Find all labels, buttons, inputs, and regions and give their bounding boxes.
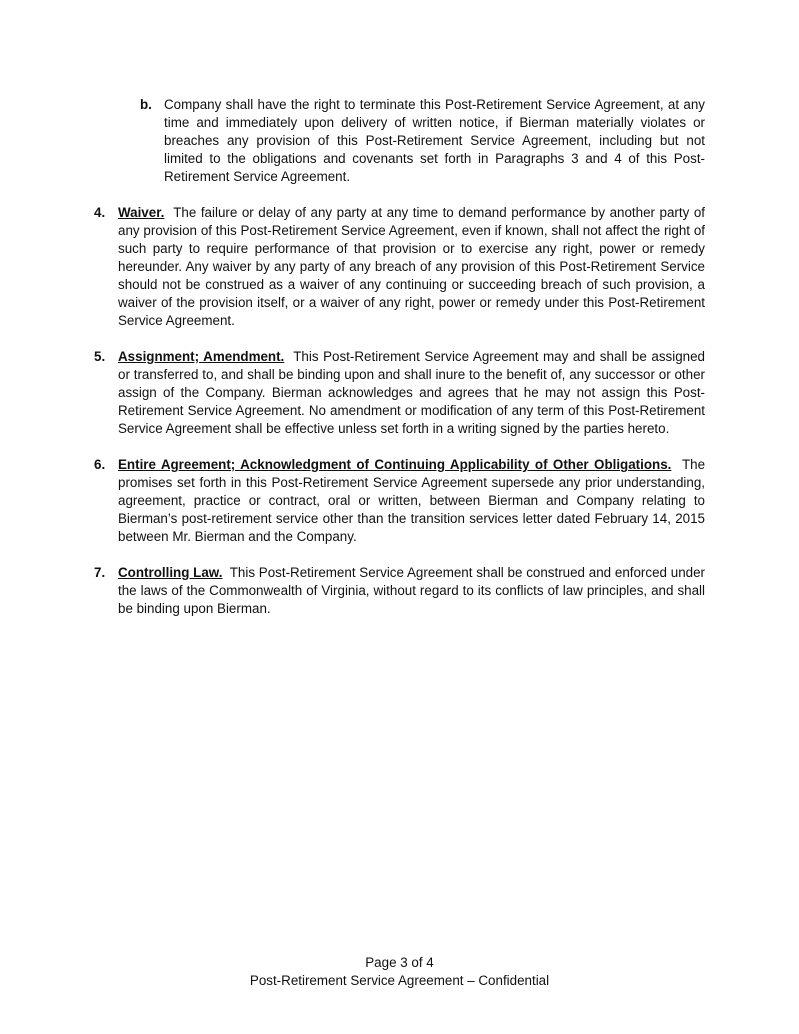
section-7-heading: Controlling Law. bbox=[118, 565, 223, 580]
section-6-paragraph bbox=[118, 456, 705, 546]
footer-title: Post-Retirement Service Agreement – Confidential bbox=[249, 973, 550, 988]
section-6-text: The promises set forth in this Post-Retirement Service Agreement supersede any prior understanding, agreement, practice or contract, oral or written, between Bierman and Company relating to Bierman’s post-retirement service other than the transition services letter dated February 14, 2015 between Mr. Bierman and the Company. bbox=[118, 457, 706, 544]
section-6-number: 6. bbox=[94, 457, 106, 472]
section-5-heading: Assignment; Amendment. bbox=[118, 349, 285, 364]
section-7-paragraph bbox=[118, 564, 705, 618]
section-5-number: 5. bbox=[94, 349, 106, 364]
section-7-text: This Post-Retirement Service Agreement shall be construed and enforced under the laws of the Commonwealth of Virginia, without regard to its conflicts of law principles, and shall be binding upon Bierman. bbox=[118, 565, 705, 616]
section-4-number: 4. bbox=[94, 205, 106, 220]
section-4-paragraph bbox=[118, 204, 705, 330]
section-4-text: The failure or delay of any party at any time to demand performance by another party of any provision of this Post-Retirement Service Agreement, even if known, shall not affect the right of such party to require performance of that provision or to exercise any right, power or remedy hereunder. Any waiver by any party of any breach of any provision of this Post-Retirement Service should not be construed as a waiver of any continuing or succeeding breach of such provision, a waiver of the provision itself, or a waiver of any right, power or remedy under this Post-Retirement Service Agreement. bbox=[118, 205, 706, 328]
section-7-number: 7. bbox=[94, 565, 106, 580]
subsection-b-label: b. bbox=[140, 97, 152, 112]
section-4-heading: Waiver. bbox=[118, 205, 165, 220]
footer-page-number: Page 3 of 4 bbox=[365, 955, 434, 970]
section-5-text: This Post-Retirement Service Agreement may and shall be assigned or transferred to, and shall be binding upon and shall inure to the benefit of, any successor or other assign of the Company. Bierman acknowledges and agrees that he may not assign this Post-Retirement Service Agreement. No amendment or modification of any term of this Post-Retirement Service Agreement shall be effective unless set forth in a writing signed by the parties hereto. bbox=[118, 349, 706, 436]
section-6-heading: Entire Agreement; Acknowledgment of Continuing Applicability of Other Obligations. bbox=[118, 457, 672, 472]
section-5-paragraph bbox=[118, 348, 705, 438]
subsection-b-text: Company shall have the right to terminate this Post-Retirement Service Agreement, at any time and immediately upon delivery of written notice, if Bierman materially violates or breaches any provision of this Post-Retirement Service Agreement, including but not limited to the obligations and covenants set forth in Paragraphs 3 and 4 of this Post-Retirement Service Agreement. bbox=[164, 97, 705, 184]
